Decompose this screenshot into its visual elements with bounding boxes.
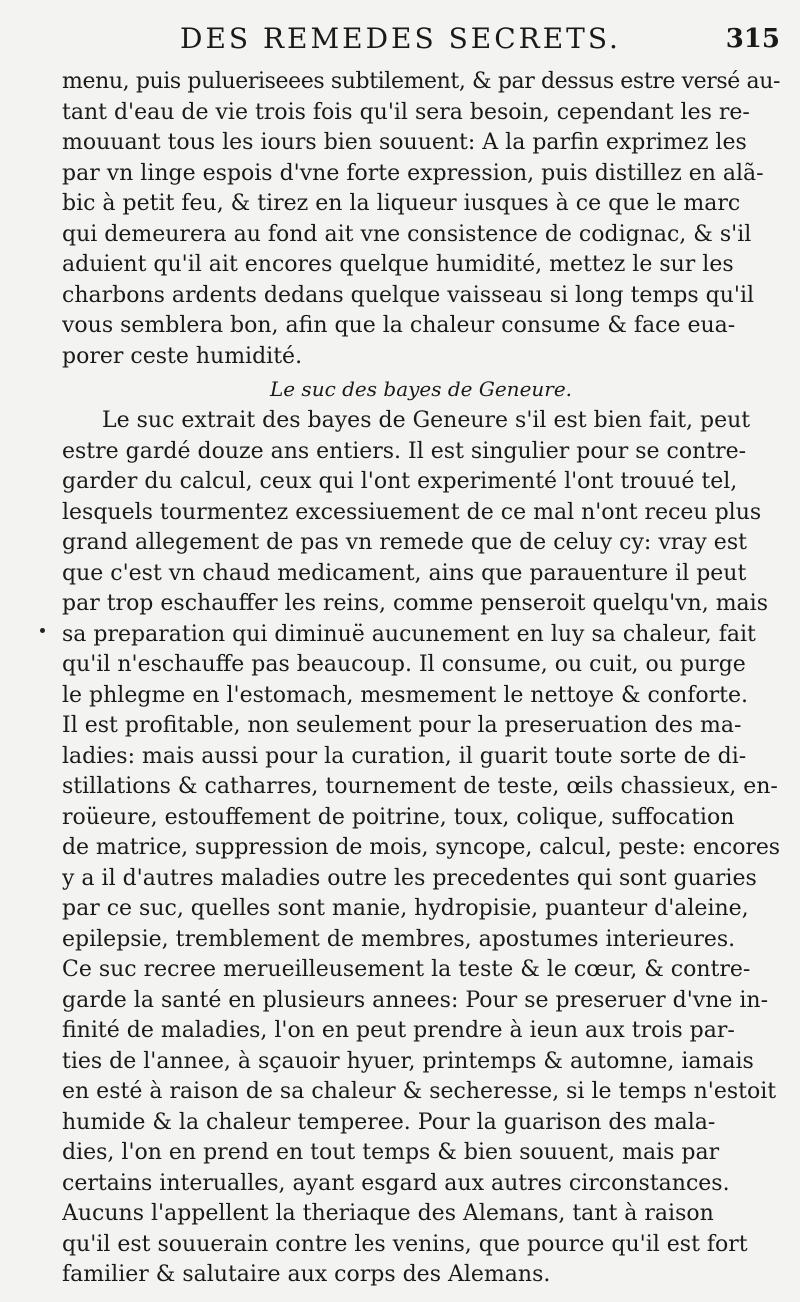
text-line: garder du calcul, ceux qui l'ont experimenté l'ont trouué tel, [62,469,738,494]
text-line: de matrice, suppression de mois, syncope, calcul, peste: encores [62,835,780,860]
text-line: porer ceste humidité. [62,343,303,369]
text-line: ladies: mais aussi pour la curation, il guarit toute sorte de di- [62,743,747,769]
section-heading: Le suc des bayes de Geneure. [269,377,573,401]
text-line: sa preparation qui diminuë aucunement en luy sa chaleur, fait [62,621,756,647]
text-line: epilepsie, tremblement de membres, apostumes interieures. [62,926,736,952]
text-line: mouuant tous les iours bien souuent: A la parfin exprimez les [62,130,747,155]
page-number: 315 [725,24,780,54]
text-line: menu, puis pulueriseees subtilement, & par dessus estre versé au- [62,69,780,94]
text-line: par vn linge espois d'vne forte expression, puis distillez en alã- [62,160,764,186]
text-line: y a il d'autres maladies outre les precedentes qui sont guaries [62,865,757,891]
text-line: aduient qu'il ait encores quelque humidité, mettez le sur les [62,252,734,277]
text-line: garde la santé en plusieurs annees: Pour se preseruer d'vne in- [62,987,769,1013]
text-line: vous semblera bon, afin que la chaleur consume & face eua- [62,313,736,338]
paragraph-continuation [62,67,780,1291]
text-line: grand allegement de pas vn remede que de celuy cy: vray est [62,530,747,555]
text-line: qui demeurera au fond ait vne consistence de codignac, & s'il [62,221,752,247]
text-line: ties de l'annee, à sçauoir hyuer, printemps & automne, iamais [62,1048,754,1074]
text-line: stillations & catharres, tournement de teste, œils chassieux, en- [62,774,778,799]
text-line: tant d'eau de vie trois fois qu'il sera besoin, cependant les re- [62,99,750,125]
text-line: familier & salutaire aux corps des Alemans. [62,1262,551,1287]
text-line: le phlegme en l'estomach, mesmement le nettoye & conforte. [62,682,749,708]
text-line: bic à petit feu, & tirez en la liqueur iusques à ce que le marc [62,191,741,216]
margin-mark [40,628,45,633]
page-header [60,22,780,62]
text-line: charbons ardents dedans quelque vaisseau si long temps qu'il [62,282,755,308]
text-line: lesquels tourmentez excessiuement de ce mal n'ont receu plus [62,499,762,525]
text-line: Il est profitable, non seulement pour la preseruation des ma- [62,713,742,738]
text-line: certains interualles, ayant esgard aux autres circonstances. [62,1170,730,1196]
text-line: estre gardé douze ans entiers. Il est singulier pour se contre- [62,438,747,464]
text-line: roüeure, estouffement de poitrine, toux, colique, suffocation [62,804,735,830]
text-line: dies, l'on en prend en tout temps & bien souuent, mais par [62,1140,720,1165]
text-line: Aucuns l'appellent la theriaque des Alemans, tant à raison [62,1201,714,1226]
text-line: Le suc extrait des bayes de Geneure s'il est bien fait, peut [102,408,751,433]
text-line: qu'il n'eschauffe pas beaucoup. Il consume, ou cuit, ou purge [62,652,746,677]
text-line: Ce suc recree merueilleusement la teste & le cœur, & contre- [62,957,751,982]
text-line: par trop eschauffer les reins, comme penseroit quelqu'vn, mais [62,591,768,616]
text-line: en esté à raison de sa chaleur & secheresse, si le temps n'estoit [62,1079,777,1104]
text-line: que c'est vn chaud medicament, ains que parauenture il peut [62,560,747,586]
text-line: qu'il est souuerain contre les venins, que pource qu'il est fort [62,1231,748,1257]
text-line: par ce suc, quelles sont manie, hydropisie, puanteur d'aleine, [62,896,749,921]
text-line: humide & la chaleur temperee. Pour la guarison des mala- [62,1109,716,1135]
text-line: finité de maladies, l'on en peut prendre à ieun aux trois par- [62,1018,735,1043]
running-title: DES REMEDES SECRETS. [180,22,621,55]
